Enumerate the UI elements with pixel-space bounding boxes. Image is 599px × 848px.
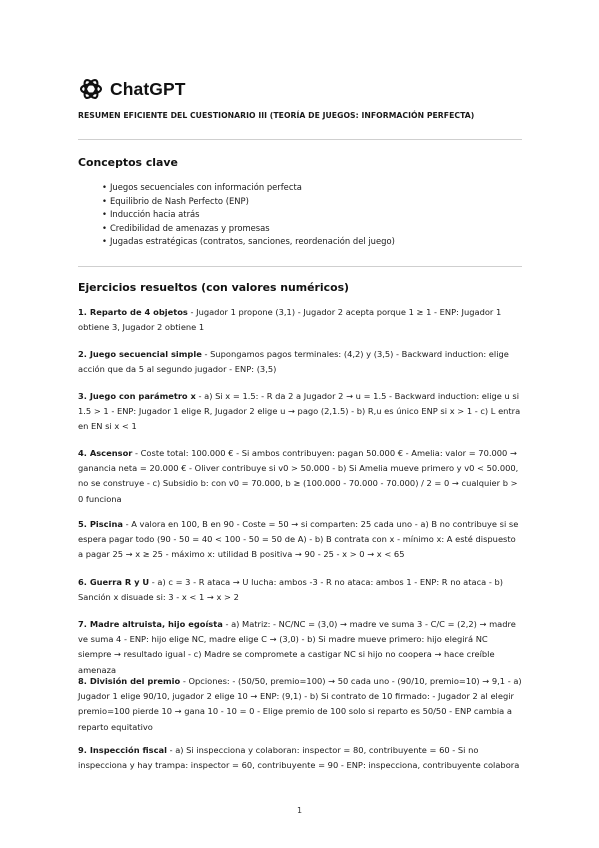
divider <box>78 139 522 140</box>
exercise-title: 5. Piscina <box>78 519 123 529</box>
divider <box>78 266 522 267</box>
exercise-item <box>78 305 522 335</box>
brand-name: ChatGPT <box>110 78 186 99</box>
list-item: • Inducción hacia atrás <box>102 208 395 222</box>
exercise-text: - a) Matriz: - NC/NC = (3,0) → madre ve suma 3 - C/C = (2,2) → madre ve suma 4 - ENP: hijo elige NC, madre elige C → (3,0) - b) Si madre mueve primero: hijo elegirá NC siempre → resultado igual - c) Madre se compromete a castigar NC si hijo no coopera → hace creíble amenaza <box>78 619 516 675</box>
concepts-heading: Conceptos clave <box>78 156 178 169</box>
exercise-item <box>78 674 522 735</box>
exercise-text: - Coste total: 100.000 € - Si ambos contribuyen: pagan 50.000 € - Amelia: valor = 70.000 → ganancia neta = 20.000 € - Oliver contribuye si v0 > 50.000 - b) Si Amelia mueve primero y v0 < 50.000, no se construye - c) Subsidio b: con v0 = 70.000, b ≥ (100.000 - 70.000 - 70.000) / 2 = 0 → cualquier b > 0 funciona <box>78 448 519 504</box>
exercise-item <box>78 389 522 435</box>
list-item: • Juegos secuenciales con información perfecta <box>102 181 395 195</box>
document-title: RESUMEN EFICIENTE DEL CUESTIONARIO III (TEORÍA DE JUEGOS: INFORMACIÓN PERFECTA) <box>78 111 475 120</box>
exercise-item <box>78 446 522 507</box>
exercise-text: - a) Si x = 1.5: - R da 2 a Jugador 2 → u = 1.5 - Backward induction: elige u si 1.5 > 1 - ENP: Jugador 1 elige R, Jugador 2 elige u → pago (2,1.5) - b) R,u es único ENP si x > 1 - c) L entra en EN si x < 1 <box>78 391 521 432</box>
exercise-text: - Jugador 1 propone (3,1) - Jugador 2 acepta porque 1 ≥ 1 - ENP: Jugador 1 obtiene 3, Jugador 2 obtiene 1 <box>78 307 502 333</box>
exercise-text: - Supongamos pagos terminales: (4,2) y (3,5) - Backward induction: elige acción que da 5 al segundo jugador - ENP: (3,5) <box>78 349 509 375</box>
exercise-text: - a) Si inspecciona y colaboran: inspector = 80, contribuyente = 60 - Si no inspecciona y hay trampa: inspector = 60, contribuyente = 90 - ENP: inspecciona, contribuyente colabora <box>78 745 520 771</box>
exercise-text: - a) c = 3 - R ataca → U lucha: ambos -3 - R no ataca: ambos 1 - ENP: R no ataca - b) Sanción x disuade si: 3 - x < 1 → x > 2 <box>78 577 504 603</box>
exercise-item <box>78 347 522 377</box>
exercise-title: 6. Guerra R y U <box>78 577 150 587</box>
openai-knot-icon <box>78 76 104 102</box>
exercise-title: 7. Madre altruista, hijo egoísta <box>78 619 223 629</box>
exercise-title: 8. División del premio <box>78 676 181 686</box>
exercise-item <box>78 517 522 563</box>
list-item: • Jugadas estratégicas (contratos, sanciones, reordenación del juego) <box>102 235 395 249</box>
exercise-title: 4. Ascensor <box>78 448 133 458</box>
exercise-title: 9. Inspección fiscal <box>78 745 167 755</box>
exercise-item <box>78 743 522 773</box>
exercise-item <box>78 575 522 605</box>
exercise-item <box>78 617 522 678</box>
concepts-list <box>102 181 395 249</box>
exercise-title: 2. Juego secuencial simple <box>78 349 202 359</box>
exercise-text: - A valora en 100, B en 90 - Coste = 50 → si comparten: 25 cada uno - a) B no contribuye si se espera pagar todo (90 - 50 = 40 < 100 - 50 = 50 de A) - b) B contrata con x - mínimo x: A esté dispuesto a pagar 25 → x ≥ 25 - máximo x: utilidad B positiva → 90 - 25 - x > 0 → x < 65 <box>78 519 519 560</box>
brand-header <box>78 76 186 102</box>
page-number: 1 <box>296 806 303 815</box>
exercises-heading: Ejercicios resueltos (con valores numéricos) <box>78 281 350 294</box>
exercise-title: 1. Reparto de 4 objetos <box>78 307 188 317</box>
list-item: • Equilibrio de Nash Perfecto (ENP) <box>102 195 395 209</box>
exercise-text: - Opciones: - (50/50, premio=100) → 50 cada uno - (90/10, premio=10) → 9,1 - a) Jugador 1 elige 90/10, jugador 2 elige 10 → ENP: (9,1) - b) Si contrato de 10 firmado: - Jugador 2 al elegir premio=100 pierde 10 → gana 10 - 10 = 0 - Elige premio de 100 solo si reparto es 50/50 - ENP cambia a reparto equitativo <box>78 676 522 732</box>
list-item: • Credibilidad de amenazas y promesas <box>102 222 395 236</box>
exercise-title: 3. Juego con parámetro x <box>78 391 196 401</box>
